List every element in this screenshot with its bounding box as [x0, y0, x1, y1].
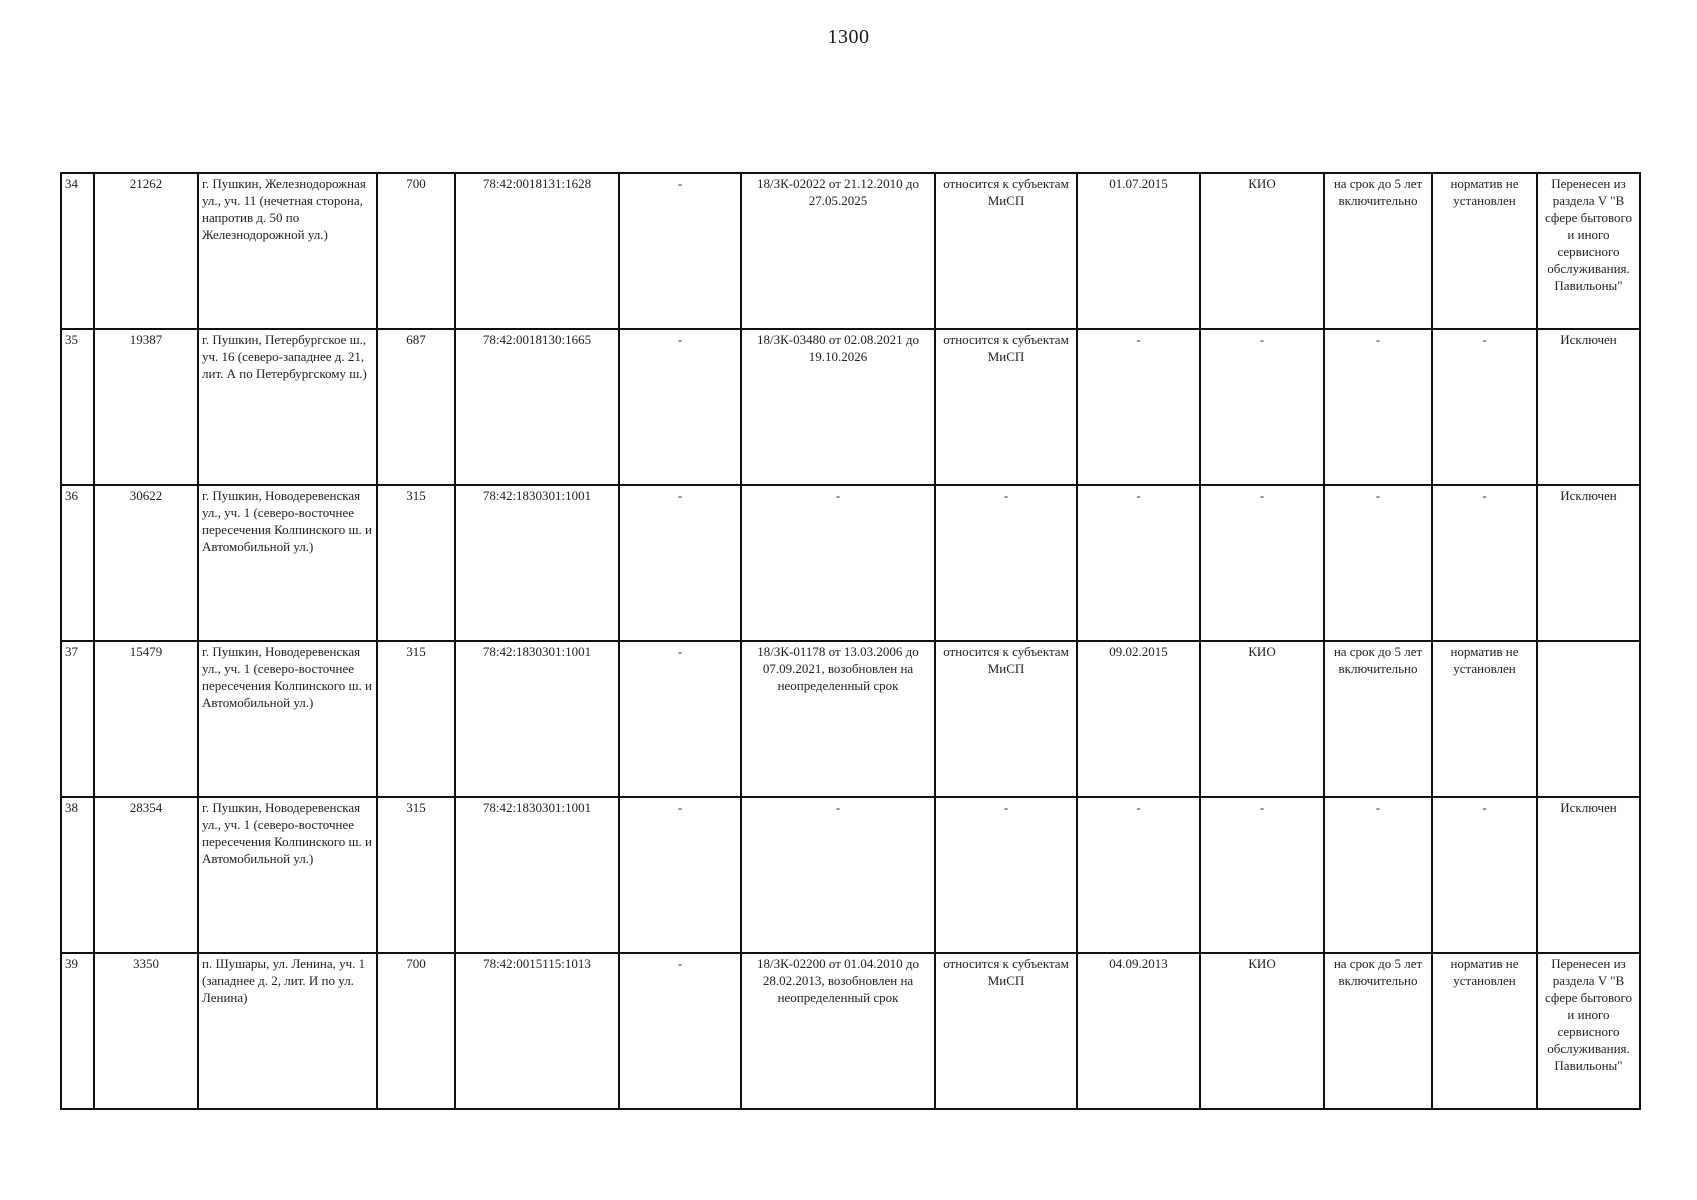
cell-cadastral-number: 78:42:0018131:1628 — [455, 173, 619, 329]
cell-row-number: 39 — [61, 953, 94, 1109]
cell-msp-status: - — [935, 485, 1077, 641]
cell-contract: 18/ЗК-01178 от 13.03.2006 до 07.09.2021, возобновлен на неопределенный срок — [741, 641, 935, 797]
registry-table — [60, 172, 1641, 1110]
cell-date: - — [1077, 485, 1200, 641]
cell-msp-status: относится к субъектам МиСП — [935, 173, 1077, 329]
table-row — [61, 485, 1640, 641]
cell-area: 315 — [377, 641, 455, 797]
cell-organization: - — [1200, 485, 1324, 641]
cell-object-id: 3350 — [94, 953, 198, 1109]
cell-norm: норматив не установлен — [1432, 953, 1537, 1109]
cell-norm: - — [1432, 485, 1537, 641]
cell-object-id: 19387 — [94, 329, 198, 485]
cell-column-6: - — [619, 485, 741, 641]
cell-msp-status: относится к субъектам МиСП — [935, 329, 1077, 485]
cell-organization: КИО — [1200, 953, 1324, 1109]
cell-term: - — [1324, 485, 1432, 641]
cell-term: на срок до 5 лет включительно — [1324, 641, 1432, 797]
cell-address: г. Пушкин, Новодеревенская ул., уч. 1 (северо-восточнее пересечения Колпинского ш. и Автомобильной ул.) — [198, 641, 377, 797]
cell-cadastral-number: 78:42:0018130:1665 — [455, 329, 619, 485]
registry-table-body — [61, 173, 1640, 1109]
cell-date: - — [1077, 329, 1200, 485]
table-row — [61, 641, 1640, 797]
cell-contract: - — [741, 485, 935, 641]
cell-date: 09.02.2015 — [1077, 641, 1200, 797]
cell-cadastral-number: 78:42:0015115:1013 — [455, 953, 619, 1109]
cell-date: 04.09.2013 — [1077, 953, 1200, 1109]
cell-cadastral-number: 78:42:1830301:1001 — [455, 485, 619, 641]
cell-contract: - — [741, 797, 935, 953]
cell-row-number: 34 — [61, 173, 94, 329]
cell-area: 700 — [377, 173, 455, 329]
cell-column-6: - — [619, 797, 741, 953]
cell-term: на срок до 5 лет включительно — [1324, 953, 1432, 1109]
page-number: 1300 — [827, 26, 870, 48]
cell-note: Исключен — [1537, 485, 1640, 641]
cell-row-number: 35 — [61, 329, 94, 485]
cell-area: 315 — [377, 485, 455, 641]
cell-date: - — [1077, 797, 1200, 953]
cell-note: Исключен — [1537, 329, 1640, 485]
cell-area: 700 — [377, 953, 455, 1109]
table-row — [61, 329, 1640, 485]
cell-date: 01.07.2015 — [1077, 173, 1200, 329]
cell-msp-status: относится к субъектам МиСП — [935, 641, 1077, 797]
cell-cadastral-number: 78:42:1830301:1001 — [455, 797, 619, 953]
cell-column-6: - — [619, 641, 741, 797]
cell-contract: 18/ЗК-02200 от 01.04.2010 до 28.02.2013, возобновлен на неопределенный срок — [741, 953, 935, 1109]
cell-note: Перенесен из раздела V "В сфере бытового и иного сервисного обслуживания. Павильоны" — [1537, 953, 1640, 1109]
cell-row-number: 37 — [61, 641, 94, 797]
cell-note: Перенесен из раздела V "В сфере бытового и иного сервисного обслуживания. Павильоны" — [1537, 173, 1640, 329]
cell-address: г. Пушкин, Новодеревенская ул., уч. 1 (северо-восточнее пересечения Колпинского ш. и Автомобильной ул.) — [198, 797, 377, 953]
cell-column-6: - — [619, 953, 741, 1109]
cell-object-id: 15479 — [94, 641, 198, 797]
cell-norm: - — [1432, 329, 1537, 485]
cell-term: на срок до 5 лет включительно — [1324, 173, 1432, 329]
table-row — [61, 173, 1640, 329]
cell-address: п. Шушары, ул. Ленина, уч. 1 (западнее д. 2, лит. И по ул. Ленина) — [198, 953, 377, 1109]
cell-object-id: 21262 — [94, 173, 198, 329]
cell-term: - — [1324, 329, 1432, 485]
cell-cadastral-number: 78:42:1830301:1001 — [455, 641, 619, 797]
cell-address: г. Пушкин, Петербургское ш., уч. 16 (северо-западнее д. 21, лит. А по Петербургскому ш.) — [198, 329, 377, 485]
cell-note — [1537, 641, 1640, 797]
cell-organization: КИО — [1200, 173, 1324, 329]
table-row — [61, 797, 1640, 953]
cell-object-id: 30622 — [94, 485, 198, 641]
cell-row-number: 38 — [61, 797, 94, 953]
cell-msp-status: - — [935, 797, 1077, 953]
cell-column-6: - — [619, 173, 741, 329]
cell-address: г. Пушкин, Новодеревенская ул., уч. 1 (северо-восточнее пересечения Колпинского ш. и Автомобильной ул.) — [198, 485, 377, 641]
table-row — [61, 953, 1640, 1109]
cell-norm: - — [1432, 797, 1537, 953]
cell-note: Исключен — [1537, 797, 1640, 953]
cell-area: 315 — [377, 797, 455, 953]
cell-term: - — [1324, 797, 1432, 953]
cell-address: г. Пушкин, Железнодорожная ул., уч. 11 (нечетная сторона, напротив д. 50 по Железнодорожной ул.) — [198, 173, 377, 329]
cell-row-number: 36 — [61, 485, 94, 641]
cell-column-6: - — [619, 329, 741, 485]
cell-contract: 18/ЗК-02022 от 21.12.2010 до 27.05.2025 — [741, 173, 935, 329]
cell-contract: 18/ЗК-03480 от 02.08.2021 до 19.10.2026 — [741, 329, 935, 485]
cell-organization: КИО — [1200, 641, 1324, 797]
cell-organization: - — [1200, 797, 1324, 953]
cell-object-id: 28354 — [94, 797, 198, 953]
cell-norm: норматив не установлен — [1432, 641, 1537, 797]
cell-area: 687 — [377, 329, 455, 485]
cell-organization: - — [1200, 329, 1324, 485]
cell-msp-status: относится к субъектам МиСП — [935, 953, 1077, 1109]
cell-norm: норматив не установлен — [1432, 173, 1537, 329]
